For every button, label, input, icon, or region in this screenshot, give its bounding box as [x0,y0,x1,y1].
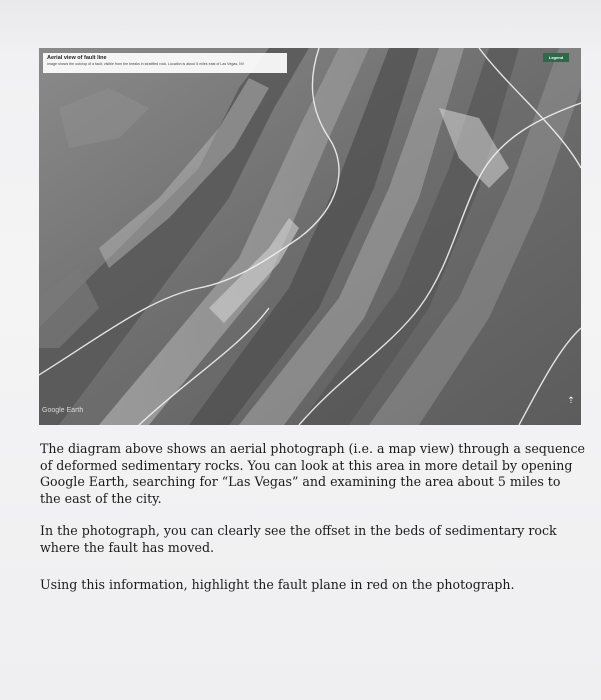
photo-caption-box [43,53,287,73]
paragraph-offset: In the photograph, you can clearly see the offset in the beds of sedimentary rock where the fault has moved. [40,523,557,555]
paragraph-instruction: Using this information, highlight the fault plane in red on the photograph. [40,577,515,592]
aerial-photograph[interactable] [39,48,581,425]
photo-caption-subtitle: Image shows the outcrop of a fault, visible from the breaks in stratified rock. Location is about 5 miles east of Las Vegas, NV [47,62,245,66]
paragraph-description: The diagram above shows an aerial photograph (i.e. a map view) through a sequence of deformed sedimentary rocks. You can look at this area in more detail by opening Google Earth, searching for “Las Vegas” and examining the area about 5 miles to the east of the city. [40,441,586,506]
faded-bleedthrough-heading [0,8,601,23]
north-arrow-icon: ⇡ [567,396,575,406]
google-earth-watermark: Google Earth [42,407,84,414]
photo-caption-title: Aerial view of fault line [47,55,107,61]
aerial-terrain-graphic [39,48,581,425]
legend-button[interactable]: Legend [543,53,569,62]
